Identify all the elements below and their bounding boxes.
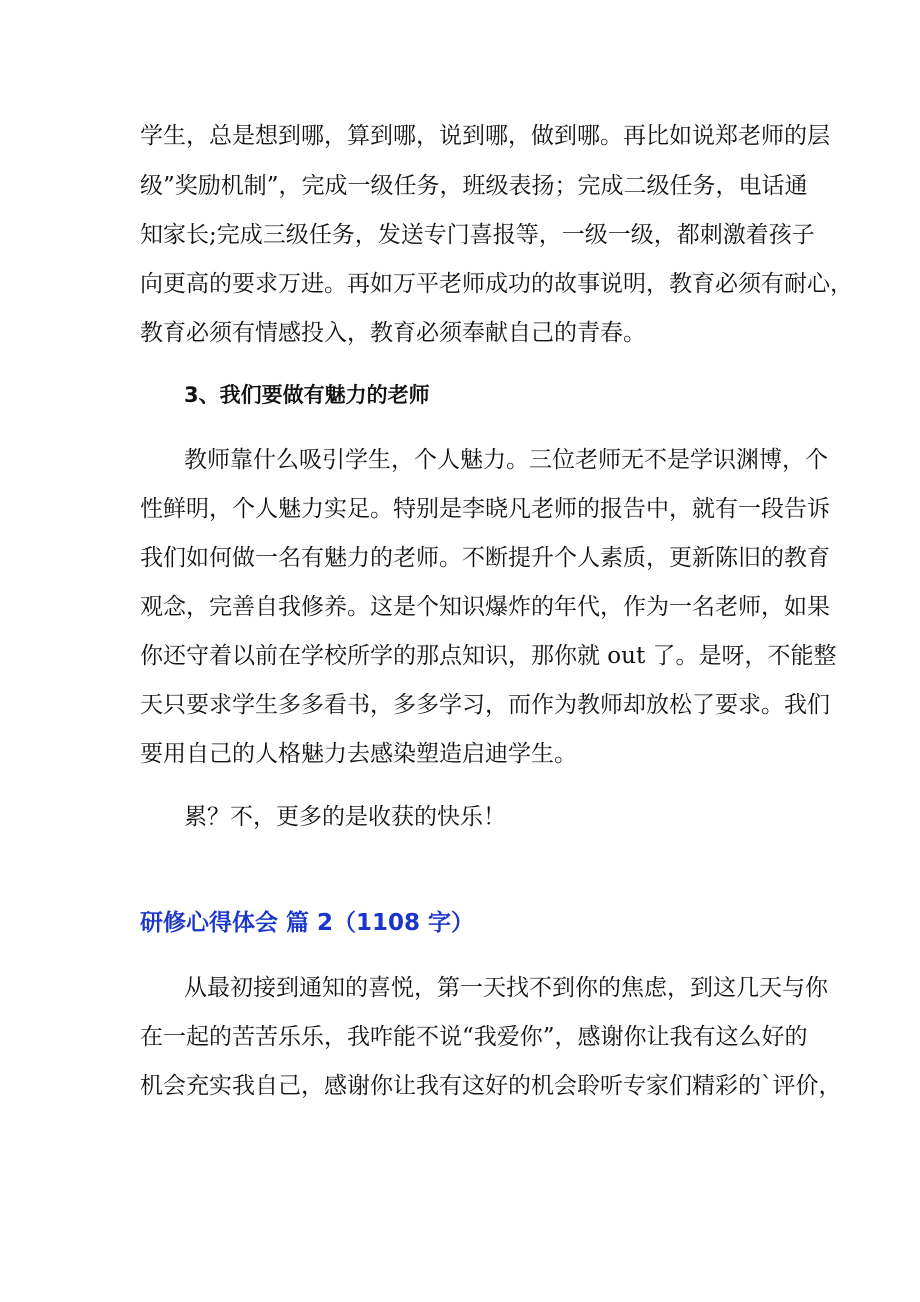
- paragraph-line: 机会充实我自己，感谢你让我有这好的机会聆听专家们精彩的`评价，: [140, 1073, 842, 1099]
- paragraph-line: 我们如何做一名有魅力的老师。不断提升个人素质，更新陈旧的教育: [140, 545, 830, 571]
- paragraph-line: 性鲜明，个人魅力实足。特别是李晓凡老师的报告中，就有一段告诉: [140, 496, 830, 522]
- paragraph-line: 要用自己的人格魅力去感染塑造启迪学生。: [140, 741, 577, 767]
- section-heading: 研修心得体会 篇 2（1108 字）: [140, 910, 475, 936]
- paragraph-line: 累？不，更多的是收获的快乐！: [184, 804, 506, 830]
- paragraph-line: 教师靠什么吸引学生，个人魅力。三位老师无不是学识渊博，个: [184, 447, 828, 473]
- section-subheading: 3、我们要做有魅力的老师: [184, 383, 430, 407]
- paragraph-line: 学生，总是想到哪，算到哪，说到哪，做到哪。再比如说郑老师的层: [140, 123, 830, 149]
- paragraph-line: 观念，完善自我修养。这是个知识爆炸的年代，作为一名老师，如果: [140, 594, 830, 620]
- paragraph-line: 级”奖励机制”，完成一级任务，班级表扬；完成二级任务，电话通: [140, 173, 808, 199]
- paragraph-line: 在一起的苦苦乐乐，我咋能不说“我爱你”，感谢你让我有这么好的: [140, 1024, 808, 1050]
- paragraph-line: 天只要求学生多多看书，多多学习，而作为教师却放松了要求。我们: [140, 692, 830, 718]
- paragraph-line: 你还守着以前在学校所学的那点知识，那你就 out 了。是呀，不能整: [140, 643, 837, 669]
- paragraph-line: 教育必须有情感投入，教育必须奉献自己的青春。: [140, 320, 646, 346]
- paragraph-line: 从最初接到通知的喜悦，第一天找不到你的焦虑，到这几天与你: [184, 975, 828, 1001]
- paragraph-line: 知家长;完成三级任务，发送专门喜报等，一级一级，都刺激着孩子: [140, 222, 815, 248]
- paragraph-line: 向更高的要求万进。再如万平老师成功的故事说明，教育必须有耐心，: [140, 271, 853, 297]
